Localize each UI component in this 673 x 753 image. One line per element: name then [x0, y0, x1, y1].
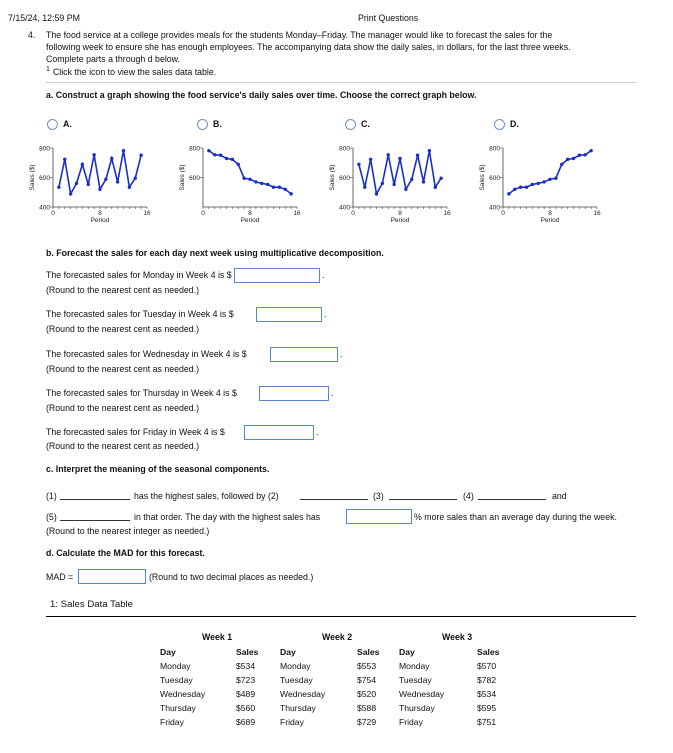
week-1-title: Week 1	[202, 632, 233, 642]
x-tick-label: 0	[351, 210, 355, 217]
data-point	[128, 186, 131, 189]
question-text-line1: The food service at a college provides meals for the students Monday–Friday. The manager would like to forecast the sales for the	[46, 30, 553, 40]
forecast-wednesday-suffix: .	[340, 349, 343, 359]
table-cell-sales: $534	[236, 661, 256, 671]
day-column-header: Day	[160, 647, 176, 657]
chart-option-c	[330, 140, 460, 235]
forecast-thursday-label: The forecasted sales for Thursday in Week 4 is $	[46, 388, 237, 398]
data-point	[116, 180, 119, 183]
part-c-text-6: % more sales than an average day during the week.	[414, 512, 617, 522]
data-point	[104, 178, 107, 181]
part-c-text-1: has the highest sales, followed by (2)	[134, 491, 279, 501]
data-point	[566, 158, 569, 161]
forecast-friday-label: The forecasted sales for Friday in Week 4 is $	[46, 427, 225, 437]
print-timestamp: 7/15/24, 12:59 PM	[8, 13, 80, 23]
question-number: 4.	[28, 30, 36, 40]
forecast-tuesday-input[interactable]	[256, 307, 322, 322]
blank-1-dropdown[interactable]	[60, 492, 130, 500]
blank-3-dropdown[interactable]	[389, 492, 457, 500]
forecast-monday-suffix: .	[322, 270, 325, 280]
data-point	[110, 157, 113, 160]
option-a-radio[interactable]	[47, 119, 58, 130]
table-cell-day: Tuesday	[399, 675, 432, 685]
x-tick-label: 0	[51, 210, 55, 217]
table-cell-sales: $588	[357, 703, 377, 713]
data-point	[537, 182, 540, 185]
data-point	[572, 157, 575, 160]
table-cell-day: Wednesday	[280, 689, 326, 699]
footnote-link[interactable]	[46, 66, 216, 77]
data-point	[548, 178, 551, 181]
blank-2-dropdown[interactable]	[300, 492, 368, 500]
table-caption: 1: Sales Data Table	[50, 599, 134, 610]
data-point	[398, 157, 401, 160]
mad-label: MAD =	[46, 572, 74, 582]
table-cell-sales: $689	[236, 717, 256, 727]
x-axis-label: Period	[240, 217, 260, 224]
forecast-tuesday-label: The forecasted sales for Tuesday in Week 4 is $	[46, 309, 234, 319]
y-axis-label: Sales ($)	[29, 164, 36, 191]
data-point	[525, 186, 528, 189]
data-point	[225, 157, 228, 160]
x-tick-label: 16	[443, 210, 451, 217]
option-b-label: B.	[213, 119, 222, 129]
x-tick-label: 8	[248, 210, 252, 217]
x-tick-label: 8	[398, 210, 402, 217]
y-axis-label: Sales ($)	[179, 164, 186, 191]
forecast-wednesday-label: The forecasted sales for Wednesday in Week 4 is $	[46, 349, 247, 359]
data-point	[416, 154, 419, 157]
table-cell-sales: $560	[236, 703, 256, 713]
x-axis-label: Period	[90, 217, 110, 224]
option-d-label: D.	[510, 119, 519, 129]
x-tick-label: 0	[501, 210, 505, 217]
y-tick-label: 600	[339, 175, 350, 182]
blank-3-marker: (3)	[373, 491, 384, 501]
data-point	[57, 186, 60, 189]
data-point	[387, 153, 390, 156]
forecast-thursday-suffix: .	[331, 388, 334, 398]
table-cell-sales: $534	[477, 689, 497, 699]
x-tick-label: 16	[593, 210, 601, 217]
forecast-wednesday-input[interactable]	[270, 347, 338, 362]
x-tick-label: 8	[548, 210, 552, 217]
day-column-header: Day	[280, 647, 296, 657]
y-tick-label: 800	[39, 145, 50, 153]
data-point	[554, 177, 557, 180]
data-point	[369, 158, 372, 161]
data-point	[284, 188, 287, 191]
table-cell-day: Thursday	[280, 703, 316, 713]
footnote-marker: 1	[46, 66, 50, 73]
data-point	[248, 178, 251, 181]
table-cell-day: Wednesday	[399, 689, 445, 699]
table-cell-sales: $489	[236, 689, 256, 699]
data-point	[75, 182, 78, 185]
data-point	[266, 183, 269, 186]
data-point	[87, 183, 90, 186]
question-text-line3: Complete parts a through d below.	[46, 54, 180, 64]
data-point	[410, 178, 413, 181]
y-tick-label: 800	[339, 145, 350, 153]
table-cell-day: Friday	[280, 717, 304, 727]
option-b-radio[interactable]	[197, 119, 208, 130]
sales-column-header: Sales	[236, 647, 259, 657]
data-point	[242, 177, 245, 180]
table-cell-day: Monday	[160, 661, 191, 671]
x-tick-label: 0	[201, 210, 205, 217]
print-title: Print Questions	[358, 13, 419, 23]
data-point	[231, 158, 234, 161]
table-cell-day: Thursday	[399, 703, 435, 713]
data-point	[519, 186, 522, 189]
data-point	[392, 183, 395, 186]
table-cell-sales: $751	[477, 717, 497, 727]
data-point	[272, 186, 275, 189]
data-point	[69, 192, 72, 195]
option-c-label: C.	[361, 119, 370, 129]
data-point	[134, 177, 137, 180]
table-cell-sales: $570	[477, 661, 497, 671]
data-point	[375, 192, 378, 195]
sales-column-header: Sales	[357, 647, 380, 657]
data-point	[122, 149, 125, 152]
data-point	[289, 192, 292, 195]
part-a-prompt: a. Construct a graph showing the food service's daily sales over time. Choose the correct graph below.	[46, 90, 477, 100]
option-d-radio[interactable]	[494, 119, 505, 130]
data-point	[560, 163, 563, 166]
blank-4-dropdown[interactable]	[478, 492, 546, 500]
forecast-friday-note: (Round to the nearest cent as needed.)	[46, 441, 200, 451]
data-point	[63, 158, 66, 161]
data-point	[139, 154, 142, 157]
forecast-monday-note: (Round to the nearest cent as needed.)	[46, 285, 200, 295]
data-point	[513, 188, 516, 191]
forecast-monday-label: The forecasted sales for Monday in Week 4 is $	[46, 270, 232, 280]
data-point	[434, 186, 437, 189]
table-cell-sales: $782	[477, 675, 497, 685]
forecast-tuesday-suffix: .	[324, 309, 327, 319]
forecast-monday-input[interactable]	[234, 268, 320, 283]
part-c-note: (Round to the nearest integer as needed.)	[46, 526, 210, 536]
y-tick-label: 600	[39, 175, 50, 182]
data-point	[81, 163, 84, 166]
y-tick-label: 600	[189, 175, 200, 182]
data-point	[589, 149, 592, 152]
blank-1-marker: (1)	[46, 491, 57, 501]
data-point	[584, 153, 587, 156]
y-axis-label: Sales ($)	[329, 164, 336, 191]
data-point	[428, 149, 431, 152]
data-point	[278, 186, 281, 189]
table-cell-sales: $723	[236, 675, 256, 685]
x-axis-label: Period	[540, 217, 560, 224]
sales-column-header: Sales	[477, 647, 500, 657]
data-point	[207, 149, 210, 152]
blank-4-marker: (4)	[463, 491, 474, 501]
highest-sales-percent-input[interactable]	[346, 509, 412, 524]
data-point	[98, 188, 101, 191]
chart-option-d	[480, 140, 610, 235]
data-point	[422, 180, 425, 183]
mad-input[interactable]	[78, 569, 146, 584]
part-c-and: and	[552, 491, 567, 501]
mad-note: (Round to two decimal places as needed.)	[149, 572, 314, 582]
data-point	[507, 192, 510, 195]
forecast-friday-input[interactable]	[244, 425, 314, 440]
table-cell-day: Tuesday	[160, 675, 193, 685]
forecast-wednesday-note: (Round to the nearest cent as needed.)	[46, 364, 200, 374]
table-cell-sales: $553	[357, 661, 377, 671]
table-cell-sales: $729	[357, 717, 377, 727]
table-top-rule	[46, 616, 636, 617]
x-axis-label: Period	[390, 217, 410, 224]
week-3-title: Week 3	[442, 632, 473, 642]
data-point	[254, 180, 257, 183]
data-point	[92, 153, 95, 156]
chart-option-a	[30, 140, 160, 235]
data-point	[363, 186, 366, 189]
forecast-thursday-note: (Round to the nearest cent as needed.)	[46, 403, 200, 413]
table-cell-day: Wednesday	[160, 689, 206, 699]
forecast-thursday-input[interactable]	[259, 386, 329, 401]
table-cell-day: Thursday	[160, 703, 196, 713]
table-cell-day: Friday	[399, 717, 423, 727]
y-axis-label: Sales ($)	[479, 164, 486, 191]
blank-5-dropdown[interactable]	[60, 513, 130, 521]
table-cell-day: Monday	[280, 661, 311, 671]
week-2-title: Week 2	[322, 632, 353, 642]
forecast-friday-suffix: .	[316, 427, 319, 437]
question-text-line2: following week to ensure she has enough employees. The accompanying data show the daily sales, in dollars, for the last three weeks.	[46, 42, 571, 52]
y-tick-label: 400	[489, 204, 500, 212]
footnote-text: Click the icon to view the sales data table.	[52, 66, 217, 77]
option-a-label: A.	[63, 119, 72, 129]
y-tick-label: 400	[339, 204, 350, 212]
part-d-prompt: d. Calculate the MAD for this forecast.	[46, 548, 205, 558]
chart-option-b	[180, 140, 310, 235]
data-point	[213, 153, 216, 156]
blank-5-marker: (5)	[46, 512, 57, 522]
x-tick-label: 16	[143, 210, 151, 217]
forecast-tuesday-note: (Round to the nearest cent as needed.)	[46, 324, 200, 334]
data-point	[439, 177, 442, 180]
data-point	[237, 163, 240, 166]
option-c-radio[interactable]	[345, 119, 356, 130]
data-point	[542, 180, 545, 183]
part-b-prompt: b. Forecast the sales for each day next week using multiplicative decomposition.	[46, 248, 384, 258]
data-point	[219, 154, 222, 157]
y-tick-label: 600	[489, 175, 500, 182]
table-cell-day: Monday	[399, 661, 430, 671]
data-point	[260, 182, 263, 185]
part-c-prompt: c. Interpret the meaning of the seasonal components.	[46, 464, 270, 474]
data-point	[578, 154, 581, 157]
data-point	[404, 188, 407, 191]
data-point	[357, 163, 360, 166]
x-tick-label: 16	[293, 210, 301, 217]
table-cell-sales: $520	[357, 689, 377, 699]
x-tick-label: 8	[98, 210, 102, 217]
table-cell-day: Tuesday	[280, 675, 313, 685]
day-column-header: Day	[399, 647, 415, 657]
y-tick-label: 800	[189, 145, 200, 153]
table-cell-sales: $754	[357, 675, 377, 685]
divider	[46, 82, 636, 83]
part-c-text-5: in that order. The day with the highest sales has	[134, 512, 321, 522]
table-cell-day: Friday	[160, 717, 184, 727]
table-cell-sales: $595	[477, 703, 497, 713]
y-tick-label: 400	[39, 204, 50, 212]
data-point	[381, 182, 384, 185]
y-tick-label: 800	[489, 145, 500, 153]
data-point	[531, 183, 534, 186]
